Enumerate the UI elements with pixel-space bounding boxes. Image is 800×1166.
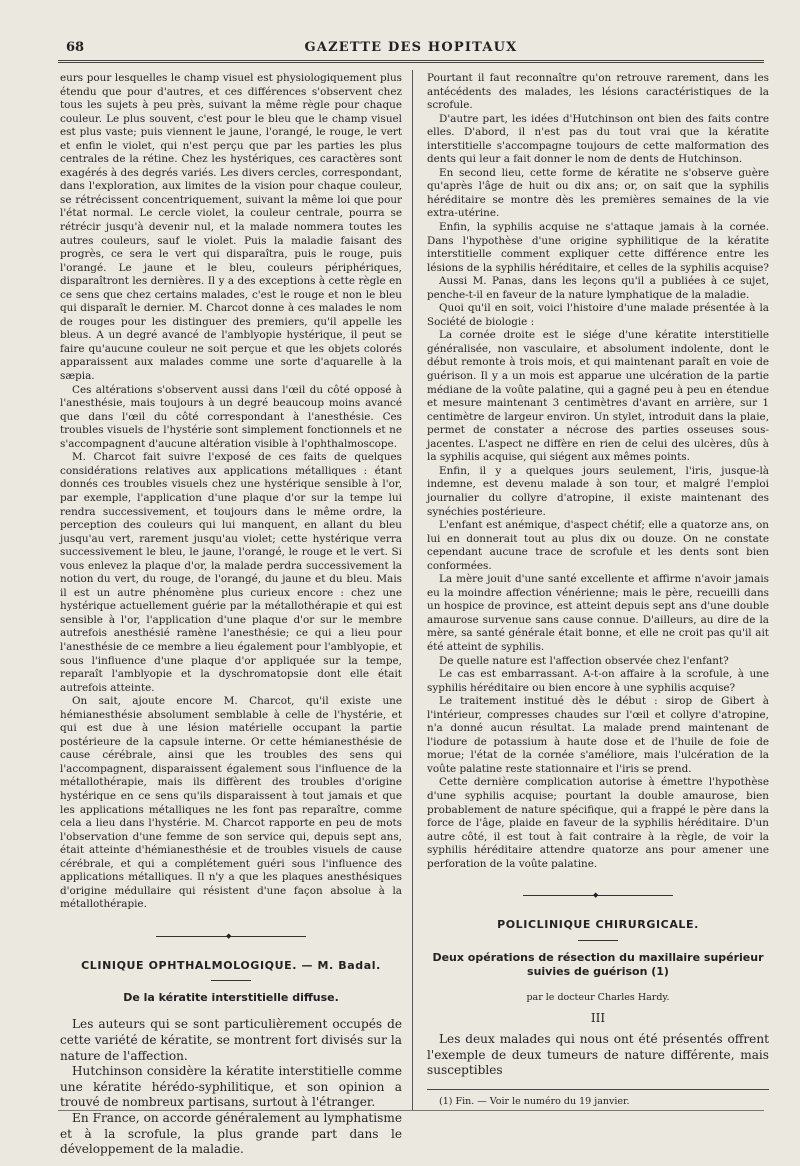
left-paragraph: M. Charcot fait suivre l'exposé de ces faits de quelques considérations relatives aux applications métalliques : étant donnés ces troubles visuels chez une hystérique sensible à l'or, par exemple, l'application d'une plaque d'or sur la tempe lui rendra successivement, et toujours dans le même ordre, la perception des couleurs qui lui manquent, en allant du bleu jusqu'au vert, rarement jusqu'au violet; cette hystérique verra successivement le bleu, le jaune, l'orangé, le rouge et le vert. Si vous enlevez la plaque d'or, la malade perdra successivement la notion du vert, du rouge, de l'orangé, du jaune et du bleu. Mais il est un autre phénomène plus curieux encore : chez une hystérique actuellement guérie par la métallothérapie et qui est sensible à l'or, l'application d'une plaque d'or sur le membre autrefois anesthésié ramène l'anesthésie; ce qui a lieu pour l'anesthésie de ce membre a lieu également pour l'amblyopie, et sous l'influence d'une plaque d'or appliquée sur la tempe, reparaît l'amblyopie et la dyschromatopsie dont elle était autrefois atteinte. bbox=[60, 451, 402, 694]
right-paragraph: Quoi qu'il en soit, voici l'histoire d'une malade présentée à la Société de biologie : bbox=[427, 302, 769, 328]
footnote: (1) Fin. — Voir le numéro du 19 janvier. bbox=[439, 1095, 630, 1107]
right-paragraph: De quelle nature est l'affection observée chez l'enfant? bbox=[439, 654, 729, 667]
article-subtitle: Deux opérations de résection du maxillaire supérieur suivies de guérison (1) bbox=[432, 950, 764, 978]
footnote-rule bbox=[427, 1089, 769, 1090]
right-paragraph: Cette dernière complication autorise à émettre l'hypothèse d'une syphilis acquise; pourtant la double amaurose, bien probablement de nature spécifique, qui a frappé le père dans la force de l'âge, plaide en faveur de la syphilis héréditaire. D'un autre côté, il est tout à fait contraire à la règle, de voir la syphilis héréditaire attendre quatorze ans pour amener une perforation de la voûte palatine. bbox=[427, 776, 769, 870]
part-number: III bbox=[590, 1011, 606, 1026]
right-paragraph: Enfin, la syphilis acquise ne s'attaque jamais à la cornée. Dans l'hypothèse d'une origine syphilitique de la kératite interstitielle comment expliquer cette différence entre les lésions de la syphilis héréditaire, et celles de la syphilis acquise? bbox=[427, 221, 769, 274]
left-paragraph: Ces altérations s'observent aussi dans l'œil du côté opposé à l'anesthésie, mais toujours à un degré beaucoup moins avancé que dans l'œil du côté correspondant à l'anesthésie. Ces troubles visuels de l'hystérie sont simplement fonctionnels et ne s'accompagnent d'aucune altération visible à l'ophthalmoscope. bbox=[60, 383, 402, 450]
right-paragraph: La mère jouit d'une santé excellente et affirme n'avoir jamais eu la moindre affection vénérienne; mais le père, recueilli dans un hospice de province, est atteint depuis sept ans d'une double amaurose survenue sans cause connue. D'ailleurs, au dire de la mère, sa santé générale était bonne, et elle ne croit pas qu'il ait été atteint de syphilis. bbox=[427, 573, 769, 653]
right-paragraph: Pourtant il faut reconnaître qu'on retrouve rarement, dans les antécédents des malades, les lésions caractéristiques de la scrofule. bbox=[427, 72, 769, 112]
right-paragraph: Les deux malades qui nous ont été présentés offrent l'exemple de deux tumeurs de nature différente, mais susceptibles bbox=[427, 1031, 769, 1078]
title-rule bbox=[211, 980, 251, 981]
author-byline: par le docteur Charles Hardy. bbox=[526, 991, 670, 1003]
section-separator: ◆ bbox=[156, 936, 306, 937]
page-number: 68 bbox=[66, 40, 85, 55]
left-paragraph: En France, on accorde généralement au lymphatisme et à la scrofule, la plus grande part dans le développement de la maladie. bbox=[60, 1111, 402, 1157]
right-paragraph: Enfin, il y a quelques jours seulement, l'iris, jusque-là indemne, est devenu malade à son tour, et malgré l'emploi journalier du collyre d'atropine, il existe maintenant des synéchies postérieure. bbox=[427, 464, 769, 518]
section-title: CLINIQUE OPHTHALMOLOGIQUE. — M. Badal. bbox=[81, 958, 381, 972]
section-title: POLICLINIQUE CHIRURGICALE. bbox=[497, 918, 699, 932]
right-paragraph: La cornée droite est le siége d'une kératite interstitielle généralisée, non vasculaire, et absolument indolente, dont le début remonte à trois mois, et qui maintenant paraît en voie de guérison. Il y a un mois est apparue une ulcération de la partie médiane de la voûte palatine, qui a gagné peu à peu en étendue et mesure maintenant 3 centimètres d'avant en arrière, sur 1 centimètre de largeur environ. Un stylet, introduit dans la plaie, permet de constater a nécrose des parties osseuses sous-jacentes. L'aspect ne diffère en rien de celui des ulcères, dûs à la syphilis acquise, qui siégent aux mêmes points. bbox=[427, 329, 769, 464]
right-paragraph: En second lieu, cette forme de kératite ne s'observe guère qu'après l'âge de huit ou dix ans; or, on sait que la syphilis héréditaire se montre dès les premières semaines de la vie extra-utérine. bbox=[427, 166, 769, 220]
left-paragraph: eurs pour lesquelles le champ visuel est physiologiquement plus étendu que pour d'autres, et ces différences s'observent chez tous les sujets à peu près, suivant la même règle pour chaque couleur. Le plus souvent, c'est pour le bleu que le champ visuel est plus vaste; puis viennent le jaune, l'orangé, le rouge, le vert et enfin le violet, qui n'est perçu que par les parties les plus centrales de la rétine. Chez les hystériques, ces caractères sont exagérés à des degrés variés. Les divers cercles, correspondant, dans l'exploration, aux limites de la vision pour chaque couleur, se rétrécissent concentriquement, suivant la même loi que pour l'état normal. Le cercle violet, la couleur centrale, pourra se rétrécir jusqu'à devenir nul, et la malade nommera toutes les autres couleurs, sauf le violet. Puis la maladie faisant des progrès, ce sera le vert qui disparaîtra, puis le rouge, puis l'orangé. Le jaune et le bleu, couleurs périphériques, disparaîtront les dernières. Il y a des exceptions à cette règle en ce sens que chez certains malades, c'est le rouge et non le bleu qui disparaît le dernier. M. Charcot donne à ces malades le nom de rouges pour les distinguer des premiers, qu'il appelle les bleus. A un degré avancé de l'amblyopie hystérique, il peut se faire qu'aucune couleur ne soit perçue et que les objets colorés apparaissent aux malades comme une sorte d'aquarelle à la sæpia. bbox=[60, 72, 402, 383]
right-paragraph: Aussi M. Panas, dans les leçons qu'il a publiées à ce sujet, penche-t-il en faveur de la nature lymphatique de la maladie. bbox=[427, 275, 769, 301]
article-subtitle: De la kératite interstitielle diffuse. bbox=[123, 991, 339, 1005]
right-paragraph: L'enfant est anémique, d'aspect chétif; elle a quatorze ans, on lui en donnerait tout au plus dix ou douze. On ne constate cependant aucune trace de scrofule et les dents sont bien conformées. bbox=[427, 519, 769, 572]
column-divider bbox=[412, 70, 413, 1110]
section-separator: ◆ bbox=[523, 895, 673, 896]
right-paragraph: Le cas est embarrassant. A-t-on affaire à la scrofule, à une syphilis héréditaire ou bien encore à une syphilis acquise? bbox=[427, 668, 769, 694]
journal-title: GAZETTE DES HOPITAUX bbox=[304, 40, 518, 55]
right-paragraph: D'autre part, les idées d'Hutchinson ont bien des faits contre elles. D'abord, il n'est pas du tout vrai que la kératite interstitielle s'accompagne toujours de cette malformation des dents qui leur a fait donner le nom de dents de Hutchinson. bbox=[427, 112, 769, 166]
title-rule bbox=[578, 940, 618, 941]
right-paragraph: Le traitement institué dès le début : sirop de Gibert à l'intérieur, compresses chaudes sur l'œil et collyre d'atropine, n'a donné aucun résultat. La malade prend maintenant de l'iodure de potassium à haute dose et de l'huile de foie de morue; l'état de la cornée s'améliore, mais l'ulcération de la voûte palatine reste stationnaire et l'iris se prend. bbox=[427, 695, 769, 775]
left-paragraph: Les auteurs qui se sont particulièrement occupés de cette variété de kératite, se montrent fort divisés sur la nature de l'affection. bbox=[60, 1017, 402, 1063]
left-column bbox=[60, 72, 402, 1158]
bottom-rule bbox=[58, 1110, 764, 1111]
left-paragraph: On sait, ajoute encore M. Charcot, qu'il existe une hémianesthésie absolument semblable à celle de l'hystérie, et qui est due à une lésion matérielle occupant la partie postérieure de la capsule interne. Or cette hémianesthésie de cause cérébrale, ainsi que les troubles des sens qui l'accompagnent, disparaissent également sous l'influence de la métallothérapie, mais ils diffèrent des troubles d'origine hystérique en ce sens qu'ils disparaissent à tout jamais et que les applications métalliques ne les font pas reparaître, comme cela a lieu dans l'hystérie. M. Charcot rapporte en peu de mots l'observation d'une femme de son service qui, depuis sept ans, était atteinte d'hémianesthésie et de troubles visuels de cause cérébrale, et qui a complétement guéri sous l'influence des applications métalliques. Il n'y a que les plaques anesthésiques d'origine médullaire qui résistent d'une façon absolue à la métallothérapie. bbox=[60, 695, 402, 911]
page-header bbox=[58, 40, 764, 62]
header-rule bbox=[58, 60, 764, 63]
left-paragraph: Hutchinson considère la kératite interstitielle comme une kératite hérédo-syphilitique, et son opinion a trouvé de nombreux partisans, surtout à l'étranger. bbox=[60, 1064, 402, 1110]
right-column bbox=[427, 72, 769, 1108]
